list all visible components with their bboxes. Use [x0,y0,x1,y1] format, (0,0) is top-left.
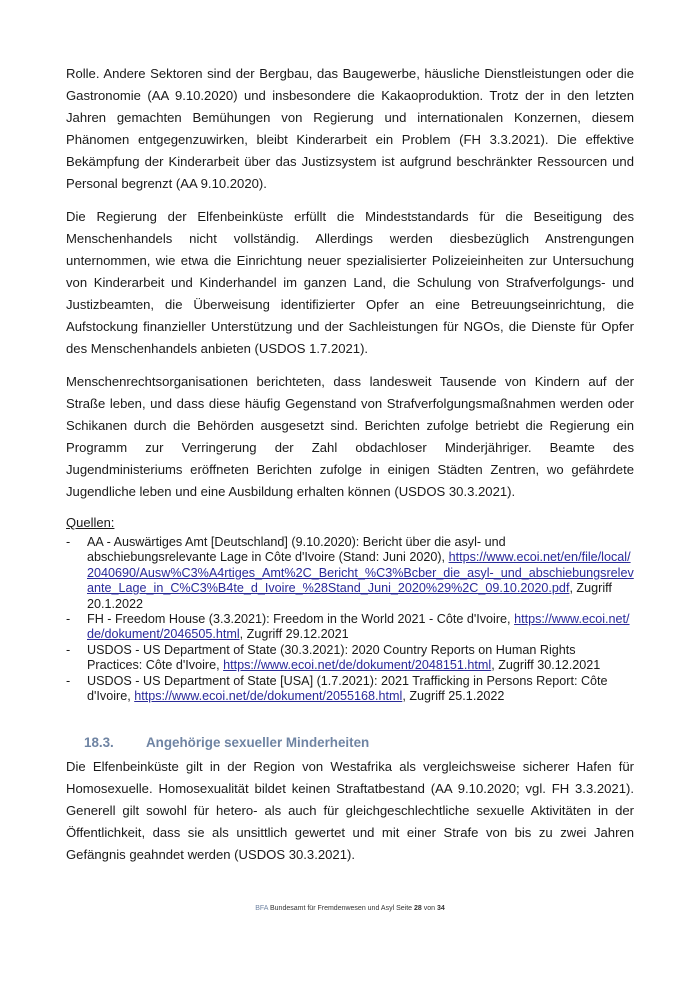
section-heading [84,734,634,752]
source-item [66,674,634,705]
source-item [66,643,634,674]
source-item [66,535,634,612]
source-link[interactable]: https://www.ecoi.net/de/dokument/2046505.html [87,612,630,642]
source-link[interactable]: https://www.ecoi.net/de/dokument/2055168.html [134,689,403,704]
paragraph-sexual-minorities: Die Elfenbeinküste gilt in der Region von Westafrika als vergleichsweise sicherer Hafen für Homosexuelle. Homosexualität bildet keinen Straftatbestand (AA 9.10.2020; vgl. FH 3.3.2021). Generell gilt sowohl für hetero- als auch für gleichgeschlechtliche sexuelle Aktivitäten in der Öffentlichkeit, dass sie als unsittlich gewertet und mit einer Strafe von bis zu zwei Jahren Gefängnis geahndet werden (USDOS 30.3.2021). [66,759,634,863]
paragraph-child-labor: Rolle. Andere Sektoren sind der Bergbau, das Baugewerbe, häusliche Dienstleistungen oder die Gastronomie (AA 9.10.2020) und insbesondere die Kakaoproduktion. Trotz der in den letzten Jahren gemachten Bemühungen von Regierung und internationalen Konzernen, diesem Phänomen entgegenzuwirken, bleibt Kinderarbeit ein Problem (FH 3.3.2021). Die effektive Bekämpfung der Kinderarbeit über das Justizsystem ist aufgrund beschränkter Ressourcen und Personal begrenzt (AA 9.10.2020). [66,66,634,191]
source-link[interactable]: https://www.ecoi.net/de/dokument/2048151.html [223,658,492,673]
footer-page-label: Seite [396,905,413,912]
document-page [66,63,634,877]
paragraph-street-children: Menschenrechtsorganisationen berichteten, dass landesweit Tausende von Kindern auf der Straße leben, und dass diese häufig Gegenstand von Strafverfolgungsmaßnahmen werden oder Schikanen durch die Behörden ausgesetzt sind. Berichten zufolge betriebt die Regierung ein Programm zur Verringerung der Zahl obdachloser Minderjähriger. Beamte des Jugendministeriums eröffneten Berichten zufolge in einigen Städten Zentren, wo gefährdete Jugendliche leben und eine Ausbildung erhalten können (USDOS 30.3.2021). [66,374,634,499]
source-access-date: , Zugriff 30.12.2021 [491,658,601,673]
footer-page-total: 34 [437,905,445,912]
footer-brand-logo: BFA [255,905,269,912]
source-text: USDOS - US Department of State [USA] (1.7.2021): 2021 Trafficking in Persons Report: Côte d'Ivoire, [87,673,608,704]
sources-title: Quellen: [66,515,115,530]
source-access-date: , Zugriff 20.1.2022 [87,581,612,611]
page-footer [0,905,700,912]
sources-list [66,535,634,704]
source-access-date: , Zugriff 29.12.2021 [239,627,349,642]
section-title: Angehörige sexueller Minderheiten [146,735,370,751]
section-number: 18.3. [84,735,114,751]
footer-page-sep: von [423,905,436,912]
source-link[interactable]: https://www.ecoi.net/en/file/local/2040690/Ausw%C3%A4rtiges_Amt%2C_Bericht_%C3%Bcber_die_asyl-_und_abschiebungsrelevante_Lage_in_C%C3%B4te_d_Ivoire_%28Stand_Juni_2020%29%2C_09.10.2020.pdf [87,550,634,596]
source-text: AA - Auswärtiges Amt [Deutschland] (9.10.2020): Bericht über die asyl- und abschiebungsrelevante Lage in Côte d'Ivoire (Stand: Juni 2020), [87,535,506,565]
footer-page-current: 28 [414,905,422,912]
footer-org-name: Bundesamt für Fremdenwesen und Asyl [270,905,395,912]
list-dash: - [66,642,71,657]
source-item [66,612,634,643]
source-text: FH - Freedom House (3.3.2021): Freedom in the World 2021 - Côte d'Ivoire, [87,612,515,627]
source-text: USDOS - US Department of State (30.3.2021): 2020 Country Reports on Human Rights Practices: Côte d'Ivoire, [87,642,576,673]
list-dash: - [66,535,71,549]
paragraph-human-trafficking: Die Regierung der Elfenbeinküste erfüllt die Mindeststandards für die Beseitigung des Menschenhandels nicht vollständig. Allerdings werden diesbezüglich Anstrengungen unternommen, wie etwa die Einrichtung neuer spezialisierter Polizeieinheiten zur Untersuchung von Kinderarbeit und Kinderhandel im ganzen Land, die Schulung von Strafverfolgungs- und Justizbeamten, die Überweisung identifizierter Opfer an eine Betreuungseinrichtung, die Aufstockung finanzieller Unterstützung und der Sachleistungen für NGOs, die Dienste für Opfer des Menschenhandels anbieten (USDOS 1.7.2021). [66,209,634,356]
list-dash: - [66,673,71,688]
source-access-date: , Zugriff 25.1.2022 [402,689,505,704]
list-dash: - [66,612,71,627]
